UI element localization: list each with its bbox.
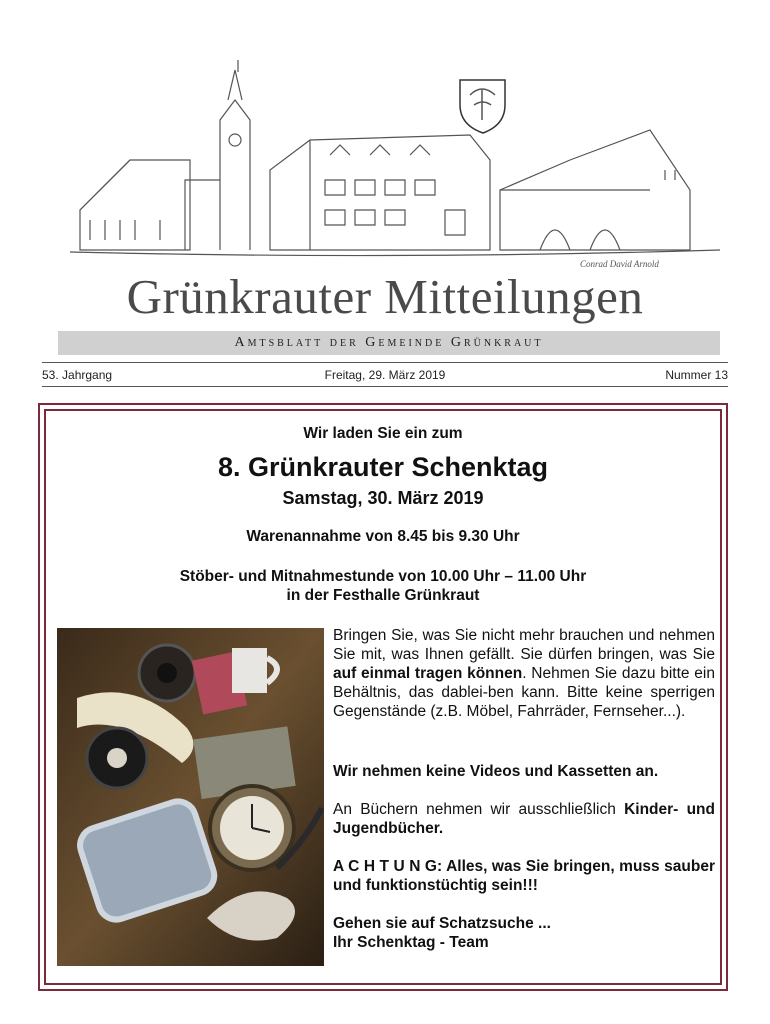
notice-browse-line2: in der Festhalle Grünkraut — [286, 587, 480, 604]
items-photo — [57, 628, 324, 966]
header-rule-bottom — [42, 386, 728, 387]
paragraph-no-videos: Wir nehmen keine Videos und Kassetten an. — [333, 763, 659, 780]
paragraph-attention: A C H T U N G: Alles, was Sie bringen, muss sauber und funktionstüchtig sein!!! — [333, 858, 715, 894]
closing-line1: Gehen sie auf Schatzsuche ... — [333, 915, 551, 932]
paragraph-bring-items: Bringen Sie, was Sie nicht mehr brauchen und nehmen Sie mit, was Ihnen gefällt. Sie dürfen bringen, was Sie auf einmal tragen können. Nehmen Sie dazu bitte ein Behältnis, das dablei-ben kann. Bitte keine sperrigen Gegenstände (z.B. Möbel, Fahrräder, Fernseher...). — [333, 627, 715, 720]
masthead-subtitle: Amtsblatt der Gemeinde Grünkraut — [58, 331, 720, 355]
artist-signature: Conrad David Arnold — [580, 259, 659, 269]
masthead-illustration — [70, 60, 720, 275]
notice-invite: Wir laden Sie ein zum — [303, 425, 463, 442]
coat-of-arms-icon — [460, 80, 505, 133]
paragraph-books: An Büchern nehmen wir ausschließlich Kinder- und Jugendbücher. — [333, 801, 715, 837]
issue-number: Nummer 13 — [665, 368, 728, 382]
closing-line2: Ihr Schenktag - Team — [333, 934, 489, 951]
issue-date: Freitag, 29. März 2019 — [324, 368, 446, 382]
issue-volume: 53. Jahrgang — [42, 368, 113, 382]
notice-date: Samstag, 30. März 2019 — [282, 488, 484, 508]
masthead-title: Grünkrauter Mitteilungen — [126, 269, 644, 324]
notice-heading: 8. Grünkrauter Schenktag — [217, 452, 549, 482]
notice-intake: Warenannahme von 8.45 bis 9.30 Uhr — [246, 528, 520, 545]
notice-browse-line1: Stöber- und Mitnahmestunde von 10.00 Uhr – 11.00 Uhr — [179, 568, 587, 585]
mug-icon — [232, 648, 267, 693]
header-rule-top — [42, 362, 728, 363]
